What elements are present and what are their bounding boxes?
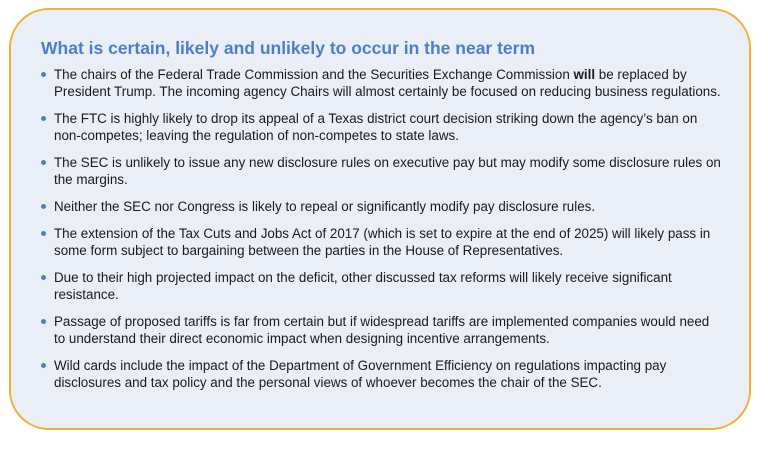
bullet-bold-word: will xyxy=(573,67,596,82)
bullet-text: Due to their high projected impact on the deficit, other discussed tax reforms will likely receive significant resistance. xyxy=(54,270,672,302)
bullet-dot-icon xyxy=(41,275,46,280)
bullet-text-part: be replaced by President Trump. The incoming agency Chairs will almost certainly be focused on reducing business regulations. xyxy=(54,67,721,99)
bullet-dot-icon xyxy=(41,204,46,209)
bullet-item-7 xyxy=(41,313,723,347)
bullet-text: The extension of the Tax Cuts and Jobs Act of 2017 (which is set to expire at the end of 2025) will likely pass in some form subject to bargaining between the parties in the House of Representatives. xyxy=(54,226,711,258)
bullet-item-5 xyxy=(41,225,723,259)
bullet-dot-icon xyxy=(41,231,46,236)
bullet-text: The FTC is highly likely to drop its appeal of a Texas district court decision striking down the agency’s ban on non-competes; leaving the regulation of non-competes to state laws. xyxy=(54,111,698,143)
bullet-dot-icon xyxy=(41,72,46,77)
bullet-dot-icon xyxy=(41,116,46,121)
bullet-item-8 xyxy=(41,357,723,391)
bullet-text: Wild cards include the impact of the Department of Government Efficiency on regulations impacting pay disclosures and tax policy and the personal views of whoever becomes the chair of the SEC. xyxy=(54,358,667,390)
bullet-text: Neither the SEC nor Congress is likely to repeal or significantly modify pay disclosure rules. xyxy=(54,199,596,214)
summary-card xyxy=(9,8,751,430)
bullet-item-1 xyxy=(41,66,723,100)
bullet-dot-icon xyxy=(41,160,46,165)
bullet-item-6 xyxy=(41,269,723,303)
bullet-item-4 xyxy=(41,198,723,215)
card-title: What is certain, likely and unlikely to occur in the near term xyxy=(41,38,536,58)
bullet-dot-icon xyxy=(41,363,46,368)
bullet-text-part: The chairs of the Federal Trade Commission and the Securities Exchange Commission xyxy=(54,67,574,82)
bullet-text: Passage of proposed tariffs is far from certain but if widespread tariffs are implemented companies would need to understand their direct economic impact when designing incentive arrangements. xyxy=(54,314,710,346)
bullet-dot-icon xyxy=(41,319,46,324)
bullet-text: The SEC is unlikely to issue any new disclosure rules on executive pay but may modify some disclosure rules on the margins. xyxy=(54,155,721,187)
bullet-item-3 xyxy=(41,154,723,188)
bullet-item-2 xyxy=(41,110,723,144)
bullet-list xyxy=(41,66,723,391)
